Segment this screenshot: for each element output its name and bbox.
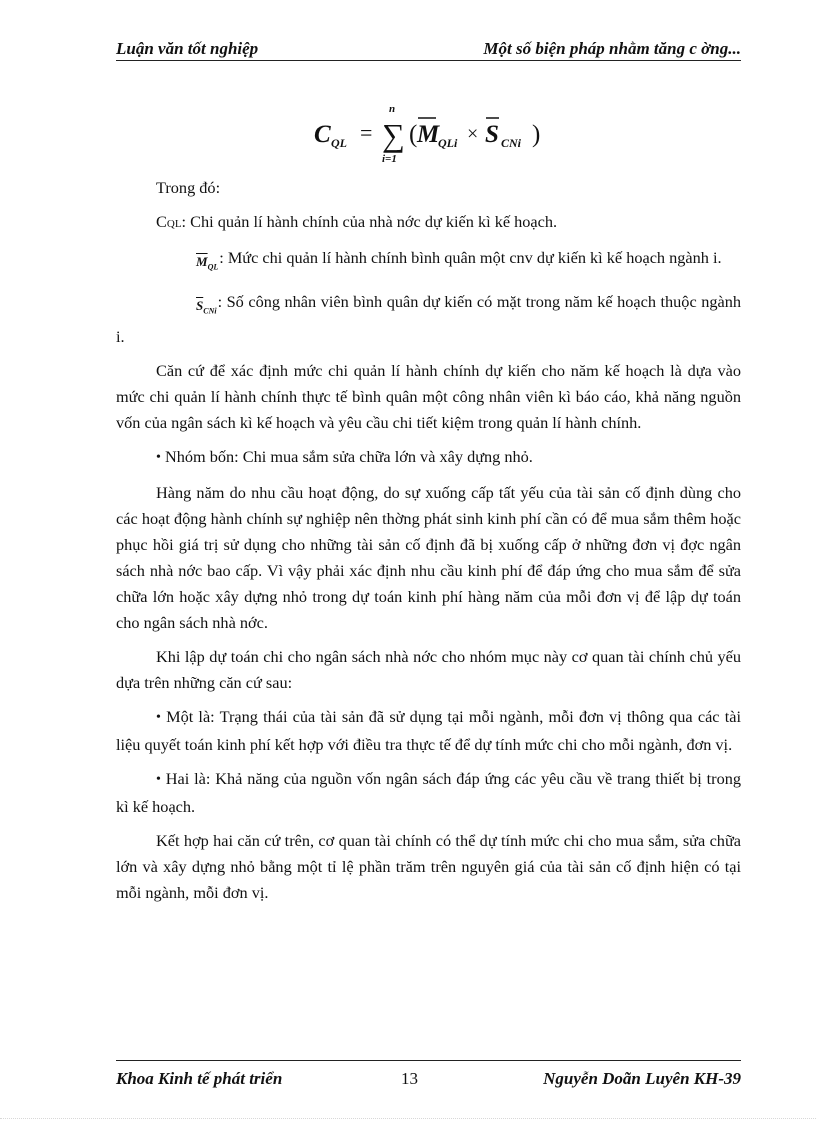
footer-faculty: Khoa Kinh tế phát triển: [116, 1069, 283, 1088]
formula-sum-lower: i=1: [382, 153, 397, 165]
symbol-scn: $\overline{S}_{CNi}$: [196, 297, 217, 316]
page-header: [116, 38, 741, 61]
footer-author: Nguyễn Doãn Luyên KH-39: [543, 1069, 741, 1088]
formula-m-sub: QLi: [438, 136, 458, 150]
paragraph-mql-definition: $\overline{M}_{QL}$: Mức chi quản lí hành chính bình quân một cnv dự kiến kì kế hoạch ngành i.: [116, 245, 741, 281]
bullet-second-basis: • Hai là: Khả năng của nguồn vốn ngân sách đáp ứng các yêu cầu về trang thiết bị trong kì kế hoạch.: [116, 769, 741, 817]
header-thesis-label: Luận văn tốt nghiệp: [116, 39, 259, 58]
formula-close-paren: ): [532, 121, 541, 148]
paragraph-trong-do: Trong đó:: [156, 178, 221, 197]
footer-page-number: 13: [401, 1069, 418, 1088]
formula-lhs: C: [314, 121, 331, 148]
formula-cql: [310, 102, 550, 168]
paragraph-budget-basis: Khi lập dự toán chi cho ngân sách nhà nớc cho nhóm mục này cơ quan tài chính chủ yếu dựa trên những căn cứ sau:: [116, 647, 741, 693]
formula-times: ×: [467, 123, 479, 145]
paragraph-annual-needs: Hàng năm do nhu cầu hoạt động, do sự xuống cấp tất yếu của tài sản cố định dùng cho các hoạt động hành chính sự nghiệp nên thờng phát sinh kinh phí cần có để mua sắm thêm hoặc phục hồi giá trị sử dụng cho những tài sản cố định đã bị xuống cấp ở những đơn vị đợc ngân sách nhà nớc bao cấp. Vì vậy phải xác định nhu cầu kinh phí để đáp ứng cho mua sắm để sửa chữa lớn hoặc xây dựng nhỏ trong dự toán kinh phí hàng năm của mỗi đơn vị để lập dự toán cho ngân sách nhà nớc.: [116, 483, 741, 633]
bullet-group-four: • Nhóm bốn: Chi mua sắm sửa chữa lớn và xây dựng nhỏ.: [156, 447, 533, 467]
bullet-icon: •: [156, 772, 161, 788]
bullet-first-basis: • Một là: Trạng thái của tài sản đã sử dụng tại mỗi ngành, mỗi đơn vị thông qua các tài liệu quyết toán kinh phí kết hợp với điều tra thực tế để dự tính mức chi cho mỗi ngành, đơn vị.: [116, 707, 741, 755]
formula-lhs-sub: QL: [331, 136, 347, 150]
formula-s: S: [485, 121, 499, 148]
formula-sum-sign: ∑: [382, 117, 405, 153]
page-footer: [116, 1060, 741, 1091]
formula-sum-upper: n: [389, 103, 396, 115]
formula-equals: =: [360, 120, 373, 145]
paragraph-scn-definition: $\overline{S}_{CNi}$: Số công nhân viên bình quân dự kiến có mặt trong năm kế hoạch thuộc ngành i.: [116, 291, 741, 347]
formula-open-paren: (: [409, 121, 418, 148]
page-body: [116, 175, 741, 914]
paragraph-conclusion: Kết hợp hai căn cứ trên, cơ quan tài chính có thể dự tính mức chi cho mua sắm, sửa chữa lớn và xây dựng nhỏ bằng một tỉ lệ phần trăm trên nguyên giá của tài sản cố định hiện có tại mỗi ngành, mỗi đơn vị.: [116, 831, 741, 903]
formula-m: M: [417, 121, 440, 148]
paragraph-cql-definition: CQL: Chi quản lí hành chính của nhà nớc dự kiến kì kế hoạch.: [156, 212, 558, 231]
symbol-mql: $\overline{M}_{QL}$: [196, 254, 219, 272]
header-thesis-title: Một số biện pháp nhằm tăng c ờng...: [483, 39, 741, 58]
bullet-icon: •: [156, 450, 161, 466]
formula-s-sub: CNi: [501, 136, 522, 150]
page-edge-divider: [0, 1118, 816, 1119]
symbol-cql: CQL: [156, 212, 182, 231]
paragraph-basis: Căn cứ để xác định mức chi quản lí hành chính dự kiến cho năm kế hoạch là dựa vào mức chi quản lí hành chính thực tế bình quân một công nhân viên kì báo cáo, khả năng nguồn vốn của ngân sách kì kế hoạch và yêu cầu chi tiết kiệm trong quản lí hành chính.: [116, 361, 741, 433]
bullet-icon: •: [156, 710, 161, 726]
